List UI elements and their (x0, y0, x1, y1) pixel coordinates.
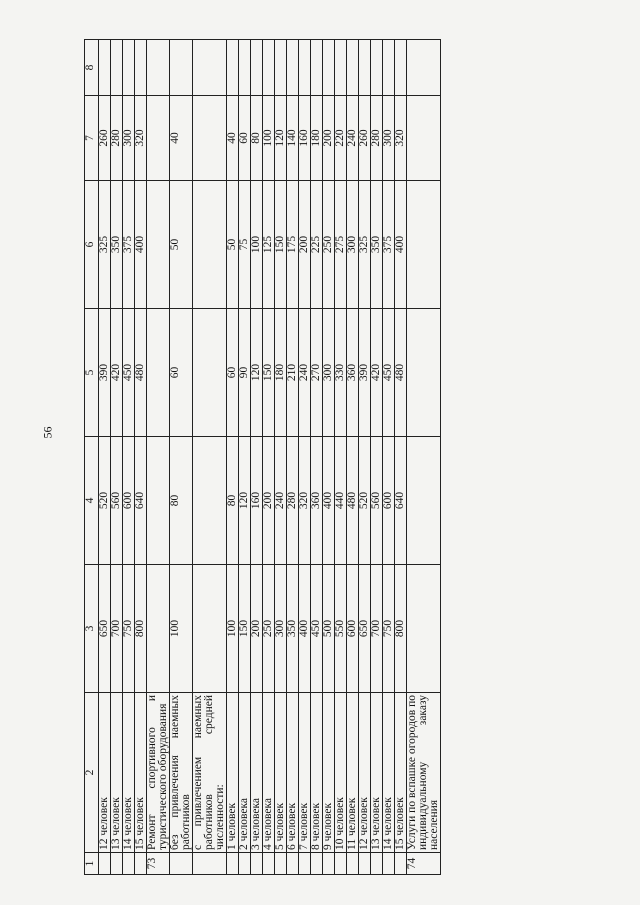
value-cell (299, 40, 311, 96)
value-cell (347, 40, 359, 96)
description-cell: 3 человека (251, 693, 263, 853)
value-cell: 360 (347, 309, 359, 437)
value-cell: 200 (299, 181, 311, 309)
value-cell: 450 (311, 565, 323, 693)
value-cell: 300 (123, 96, 135, 181)
value-cell: 550 (335, 565, 347, 693)
value-cell (135, 40, 147, 96)
value-cell: 100 (251, 181, 263, 309)
value-cell: 240 (347, 96, 359, 181)
value-cell: 200 (263, 437, 275, 565)
row-number-cell (311, 853, 323, 875)
value-cell: 120 (275, 96, 287, 181)
table-row (383, 40, 395, 875)
header-cell: 6 (85, 181, 99, 309)
row-number-cell (383, 853, 395, 875)
value-cell: 330 (335, 309, 347, 437)
description-cell: 15 человек (135, 693, 147, 853)
value-cell: 140 (287, 96, 299, 181)
value-cell: 60 (227, 309, 239, 437)
value-cell: 560 (111, 437, 123, 565)
description-cell: 14 человек (383, 693, 395, 853)
value-cell: 270 (311, 309, 323, 437)
value-cell: 400 (395, 181, 407, 309)
value-cell (147, 181, 170, 309)
value-cell: 80 (251, 96, 263, 181)
value-cell (147, 96, 170, 181)
table-row (193, 40, 227, 875)
value-cell: 75 (239, 181, 251, 309)
value-cell (359, 40, 371, 96)
description-cell: 15 человек (395, 693, 407, 853)
value-cell (383, 40, 395, 96)
row-number-cell (335, 853, 347, 875)
table-row (111, 40, 123, 875)
table-row (99, 40, 111, 875)
row-number-cell (135, 853, 147, 875)
row-number-cell (347, 853, 359, 875)
row-number-cell (170, 853, 193, 875)
value-cell: 750 (383, 565, 395, 693)
row-number-cell (299, 853, 311, 875)
table-row (299, 40, 311, 875)
value-cell (371, 40, 383, 96)
value-cell: 220 (335, 96, 347, 181)
value-cell: 325 (99, 181, 111, 309)
value-cell (170, 40, 193, 96)
value-cell (193, 565, 227, 693)
value-cell: 80 (227, 437, 239, 565)
value-cell: 160 (251, 437, 263, 565)
value-cell: 700 (371, 565, 383, 693)
row-number-cell (275, 853, 287, 875)
description-cell: 14 человек (123, 693, 135, 853)
value-cell (407, 437, 441, 565)
page-number: 56 (40, 426, 55, 439)
row-number-cell (193, 853, 227, 875)
header-cell: 4 (85, 437, 99, 565)
tariff-table (84, 39, 441, 875)
value-cell (395, 40, 407, 96)
value-cell: 600 (383, 437, 395, 565)
table-body (99, 40, 441, 875)
description-cell: 12 человек (99, 693, 111, 853)
value-cell: 175 (287, 181, 299, 309)
description-cell: 5 человек (275, 693, 287, 853)
value-cell: 350 (371, 181, 383, 309)
description-cell: без привлечения наемных работников (170, 693, 193, 853)
value-cell: 200 (323, 96, 335, 181)
value-cell: 210 (287, 309, 299, 437)
row-number-cell (287, 853, 299, 875)
description-cell: 6 человек (287, 693, 299, 853)
value-cell: 520 (99, 437, 111, 565)
header-cell: 8 (85, 40, 99, 96)
table-row (335, 40, 347, 875)
value-cell: 500 (323, 565, 335, 693)
value-cell (147, 565, 170, 693)
value-cell: 390 (359, 309, 371, 437)
description-cell: 11 человек (347, 693, 359, 853)
value-cell (193, 437, 227, 565)
value-cell (275, 40, 287, 96)
value-cell: 320 (299, 437, 311, 565)
row-number-cell (239, 853, 251, 875)
table-row (251, 40, 263, 875)
value-cell: 150 (275, 181, 287, 309)
value-cell (251, 40, 263, 96)
value-cell: 50 (227, 181, 239, 309)
value-cell: 450 (123, 309, 135, 437)
value-cell: 225 (311, 181, 323, 309)
description-cell: 2 человека (239, 693, 251, 853)
value-cell: 400 (299, 565, 311, 693)
value-cell: 100 (263, 96, 275, 181)
value-cell: 80 (170, 437, 193, 565)
table-row (287, 40, 299, 875)
description-cell: 13 человек (111, 693, 123, 853)
row-number-cell (323, 853, 335, 875)
value-cell (335, 40, 347, 96)
value-cell: 560 (371, 437, 383, 565)
value-cell: 250 (263, 565, 275, 693)
row-number-cell: 73 (147, 853, 170, 875)
table-row (275, 40, 287, 875)
row-number-cell (99, 853, 111, 875)
value-cell: 120 (239, 437, 251, 565)
value-cell: 400 (135, 181, 147, 309)
description-cell: 4 человека (263, 693, 275, 853)
rotated-table-wrapper (84, 40, 570, 875)
table-row (135, 40, 147, 875)
value-cell (407, 181, 441, 309)
value-cell: 800 (395, 565, 407, 693)
value-cell (311, 40, 323, 96)
value-cell: 60 (239, 96, 251, 181)
value-cell: 275 (335, 181, 347, 309)
value-cell: 640 (135, 437, 147, 565)
header-cell: 2 (85, 693, 99, 853)
value-cell: 800 (135, 565, 147, 693)
value-cell (111, 40, 123, 96)
value-cell: 240 (275, 437, 287, 565)
value-cell: 40 (227, 96, 239, 181)
value-cell: 480 (347, 437, 359, 565)
value-cell: 440 (335, 437, 347, 565)
header-cell: 3 (85, 565, 99, 693)
value-cell (407, 96, 441, 181)
value-cell (193, 309, 227, 437)
value-cell (227, 40, 239, 96)
value-cell: 600 (347, 565, 359, 693)
value-cell: 180 (275, 309, 287, 437)
row-number-cell (111, 853, 123, 875)
value-cell: 300 (383, 96, 395, 181)
table-row (359, 40, 371, 875)
table-row (311, 40, 323, 875)
value-cell: 200 (251, 565, 263, 693)
value-cell (99, 40, 111, 96)
value-cell: 640 (395, 437, 407, 565)
table-row (395, 40, 407, 875)
value-cell (123, 40, 135, 96)
value-cell (323, 40, 335, 96)
row-number-cell (359, 853, 371, 875)
value-cell: 125 (263, 181, 275, 309)
value-cell: 280 (287, 437, 299, 565)
value-cell: 280 (371, 96, 383, 181)
value-cell (239, 40, 251, 96)
value-cell: 350 (287, 565, 299, 693)
table-row (263, 40, 275, 875)
value-cell: 325 (359, 181, 371, 309)
value-cell (407, 309, 441, 437)
value-cell (287, 40, 299, 96)
value-cell: 300 (323, 309, 335, 437)
value-cell: 420 (371, 309, 383, 437)
value-cell: 150 (263, 309, 275, 437)
value-cell: 90 (239, 309, 251, 437)
value-cell: 420 (111, 309, 123, 437)
value-cell: 240 (299, 309, 311, 437)
row-number-cell (371, 853, 383, 875)
value-cell: 360 (311, 437, 323, 565)
row-number-cell (123, 853, 135, 875)
value-cell: 650 (359, 565, 371, 693)
value-cell: 350 (111, 181, 123, 309)
value-cell: 300 (347, 181, 359, 309)
header-cell: 7 (85, 96, 99, 181)
value-cell: 600 (123, 437, 135, 565)
table-row (323, 40, 335, 875)
value-cell: 520 (359, 437, 371, 565)
value-cell: 650 (99, 565, 111, 693)
value-cell: 150 (239, 565, 251, 693)
value-cell (263, 40, 275, 96)
value-cell: 100 (170, 565, 193, 693)
header-cell: 5 (85, 309, 99, 437)
value-cell: 160 (299, 96, 311, 181)
value-cell: 250 (323, 181, 335, 309)
table-row (347, 40, 359, 875)
row-number-cell (395, 853, 407, 875)
value-cell: 60 (170, 309, 193, 437)
header-cell: 1 (85, 853, 99, 875)
description-cell: с привлечением наемных работников средней численности: (193, 693, 227, 853)
value-cell: 700 (111, 565, 123, 693)
row-number-cell (251, 853, 263, 875)
description-cell: Ремонт спортивного и туристического оборудования (147, 693, 170, 853)
value-cell (193, 40, 227, 96)
value-cell: 480 (135, 309, 147, 437)
value-cell: 260 (99, 96, 111, 181)
value-cell: 390 (99, 309, 111, 437)
value-cell: 375 (383, 181, 395, 309)
value-cell: 320 (395, 96, 407, 181)
value-cell: 300 (275, 565, 287, 693)
value-cell (407, 40, 441, 96)
value-cell: 260 (359, 96, 371, 181)
description-cell: 12 человек (359, 693, 371, 853)
value-cell: 400 (323, 437, 335, 565)
value-cell (147, 309, 170, 437)
value-cell: 375 (123, 181, 135, 309)
description-cell: 9 человек (323, 693, 335, 853)
table-row (123, 40, 135, 875)
table-row (407, 40, 441, 875)
value-cell: 180 (311, 96, 323, 181)
table-row (147, 40, 170, 875)
row-number-cell (227, 853, 239, 875)
value-cell (147, 40, 170, 96)
value-cell: 100 (227, 565, 239, 693)
header-row (85, 40, 99, 875)
value-cell: 50 (170, 181, 193, 309)
value-cell (193, 96, 227, 181)
value-cell: 450 (383, 309, 395, 437)
description-cell: Услуги по вспашке огородов по индивидуальному заказу населения (407, 693, 441, 853)
description-cell: 7 человек (299, 693, 311, 853)
value-cell: 40 (170, 96, 193, 181)
value-cell: 480 (395, 309, 407, 437)
value-cell: 120 (251, 309, 263, 437)
table-row (371, 40, 383, 875)
value-cell (193, 181, 227, 309)
description-cell: 1 человек (227, 693, 239, 853)
value-cell: 750 (123, 565, 135, 693)
table-row (227, 40, 239, 875)
description-cell: 13 человек (371, 693, 383, 853)
description-cell: 10 человек (335, 693, 347, 853)
table-row (170, 40, 193, 875)
row-number-cell (263, 853, 275, 875)
value-cell: 320 (135, 96, 147, 181)
value-cell (147, 437, 170, 565)
value-cell (407, 565, 441, 693)
row-number-cell: 74 (407, 853, 441, 875)
description-cell: 8 человек (311, 693, 323, 853)
value-cell: 280 (111, 96, 123, 181)
table-row (239, 40, 251, 875)
